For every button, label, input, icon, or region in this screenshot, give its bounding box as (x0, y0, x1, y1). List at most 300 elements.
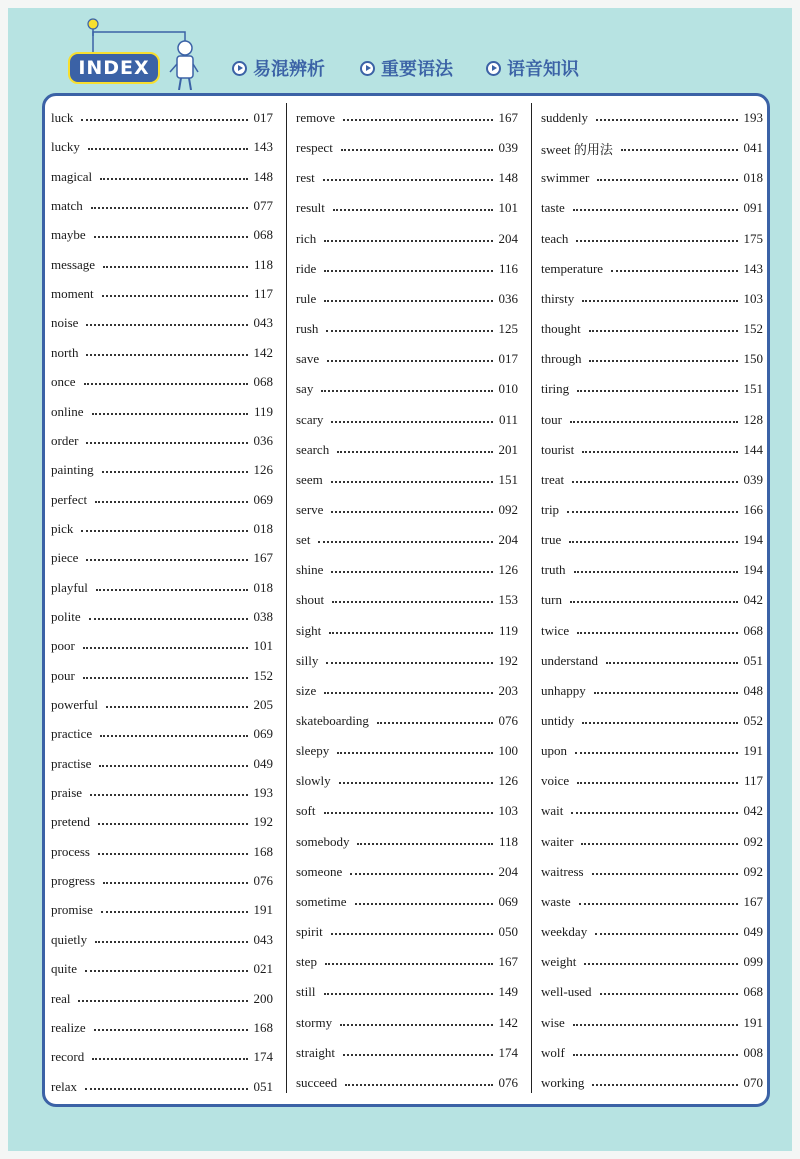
entry-word: seem (296, 471, 323, 487)
index-entry[interactable] (541, 495, 763, 525)
index-entry[interactable] (51, 895, 273, 925)
index-entry[interactable] (541, 887, 763, 917)
leader-dots (589, 360, 737, 362)
entry-word: sleepy (296, 743, 330, 759)
index-entry[interactable] (541, 344, 763, 374)
index-entry[interactable] (296, 163, 518, 193)
index-entry[interactable] (296, 796, 518, 826)
leader-dots (355, 903, 493, 905)
entry-word: someone (296, 863, 343, 879)
entry-word: temperature (541, 260, 604, 276)
entry-word: rule (296, 290, 317, 306)
index-entry[interactable] (296, 133, 518, 163)
leader-dots (91, 207, 248, 209)
entry-page-number: 167 (743, 893, 763, 909)
entry-page-number: 076 (498, 713, 518, 728)
entry-page-number: 068 (743, 984, 763, 1000)
leader-dots (100, 178, 247, 180)
entry-page-number: 204 (498, 230, 518, 246)
index-entry[interactable] (51, 984, 273, 1014)
entry-word: size (296, 682, 317, 698)
leader-dots (570, 601, 738, 603)
index-entry[interactable] (51, 719, 273, 749)
index-entry[interactable] (296, 646, 518, 676)
tab-label: 语音知识 (507, 59, 579, 80)
entry-page-number: 148 (253, 168, 273, 184)
leader-dots (331, 571, 492, 573)
entry-word: still (296, 984, 316, 1000)
entry-page-number: 142 (253, 344, 273, 360)
index-entry[interactable] (296, 977, 518, 1007)
index-entry[interactable] (51, 1013, 273, 1043)
leader-dots (325, 963, 493, 965)
leader-dots (78, 1000, 247, 1002)
leader-dots (337, 451, 492, 453)
entry-page-number: 103 (743, 290, 763, 306)
leader-dots (567, 511, 737, 513)
entry-page-number: 152 (253, 667, 273, 683)
entry-word: rich (296, 230, 317, 246)
leader-dots (102, 471, 248, 473)
index-entry[interactable] (541, 163, 763, 193)
index-entry[interactable] (51, 485, 273, 515)
entry-page-number: 204 (498, 863, 518, 879)
entry-word: step (296, 954, 317, 970)
index-entry[interactable] (51, 778, 273, 808)
index-entry[interactable] (541, 1038, 763, 1068)
index-entry[interactable] (51, 514, 273, 544)
column-divider (286, 103, 287, 1093)
entry-page-number: 092 (743, 863, 763, 879)
entry-page-number: 076 (253, 873, 273, 889)
entry-word: swimmer (541, 170, 590, 186)
leader-dots (98, 853, 248, 855)
leader-dots (350, 873, 492, 875)
entry-word: painting (51, 462, 94, 478)
index-entry[interactable] (541, 585, 763, 615)
tab-grammar[interactable] (360, 56, 453, 80)
entry-page-number: 194 (743, 532, 763, 548)
entry-page-number: 011 (498, 411, 518, 427)
entry-word: north (51, 344, 79, 360)
entry-page-number: 103 (498, 803, 518, 819)
leader-dots (589, 330, 738, 332)
index-entry[interactable] (51, 338, 273, 368)
index-entry[interactable] (541, 977, 763, 1007)
index-entry[interactable] (51, 690, 273, 720)
entry-page-number: 143 (743, 260, 763, 276)
entry-page-number: 068 (253, 374, 273, 390)
entry-page-number: 039 (743, 471, 763, 487)
index-entry[interactable] (541, 254, 763, 284)
index-entry[interactable] (296, 857, 518, 887)
leader-dots (574, 571, 738, 573)
entry-page-number: 193 (253, 785, 273, 801)
entry-page-number: 117 (743, 773, 763, 789)
leader-dots (594, 692, 738, 694)
index-entry[interactable] (541, 766, 763, 796)
entry-word: straight (296, 1044, 335, 1060)
entry-page-number: 166 (743, 501, 763, 517)
leader-dots (89, 618, 248, 620)
leader-dots (84, 383, 248, 385)
index-entry[interactable] (296, 555, 518, 585)
index-entry[interactable] (51, 837, 273, 867)
entry-word: slowly (296, 773, 331, 789)
entry-page-number: 191 (743, 1014, 763, 1030)
index-entry[interactable] (296, 1008, 518, 1038)
entry-page-number: 143 (253, 139, 273, 155)
leader-dots (611, 270, 737, 272)
index-entry[interactable] (296, 254, 518, 284)
entry-word: teach (541, 230, 569, 246)
index-entry[interactable] (51, 543, 273, 573)
entry-page-number: 174 (498, 1044, 518, 1060)
index-entry[interactable] (541, 193, 763, 223)
entry-word: promise (51, 902, 93, 918)
tab-confusable-words[interactable] (232, 56, 325, 80)
leader-dots (324, 692, 492, 694)
entry-page-number: 101 (498, 200, 518, 216)
entry-page-number: 051 (743, 652, 763, 668)
play-icon (232, 61, 247, 76)
leader-dots (600, 993, 738, 995)
index-entry[interactable] (51, 162, 273, 192)
entry-word: weekday (541, 924, 588, 940)
index-entry[interactable] (296, 616, 518, 646)
leader-dots (573, 209, 738, 211)
index-entry[interactable] (51, 602, 273, 632)
index-entry[interactable] (51, 954, 273, 984)
entry-page-number: 018 (743, 170, 763, 186)
entry-word: record (51, 1049, 85, 1065)
entry-word: silly (296, 652, 319, 668)
index-entry[interactable] (296, 465, 518, 495)
entry-word: once (51, 374, 76, 390)
entry-word: praise (51, 785, 83, 801)
leader-dots (94, 1029, 248, 1031)
entry-page-number: 193 (743, 110, 763, 125)
leader-dots (98, 823, 248, 825)
entry-word: sweet 的用法 (541, 141, 613, 157)
index-entry[interactable] (51, 279, 273, 309)
entry-word: tiring (541, 381, 570, 397)
leader-dots (575, 752, 738, 754)
leader-dots (86, 442, 247, 444)
entry-word: skateboarding (296, 713, 369, 728)
index-entry[interactable] (296, 736, 518, 766)
entry-word: remove (296, 110, 335, 125)
leader-dots (95, 941, 247, 943)
leader-dots (584, 963, 737, 965)
index-entry[interactable] (296, 706, 518, 736)
leader-dots (581, 843, 737, 845)
leader-dots (377, 722, 493, 724)
index-entry[interactable] (541, 555, 763, 585)
entry-word: thought (541, 321, 581, 337)
entry-word: trip (541, 501, 560, 517)
index-entry[interactable] (541, 1068, 763, 1098)
entry-word: suddenly (541, 110, 588, 125)
index-entry[interactable] (51, 103, 273, 133)
leader-dots (576, 240, 737, 242)
leader-dots (572, 481, 737, 483)
header (0, 0, 800, 100)
entry-page-number: 070 (743, 1074, 763, 1090)
entry-word: order (51, 432, 79, 448)
index-entry[interactable] (51, 661, 273, 691)
entry-page-number: 042 (743, 592, 763, 608)
entry-word: stormy (296, 1014, 333, 1030)
index-entry[interactable] (541, 947, 763, 977)
entry-page-number: 168 (253, 1019, 273, 1035)
index-entry[interactable] (296, 314, 518, 344)
index-entry[interactable] (541, 284, 763, 314)
entry-page-number: 153 (498, 592, 518, 608)
leader-dots (343, 119, 493, 121)
index-entry[interactable] (541, 917, 763, 947)
index-entry[interactable] (51, 866, 273, 896)
entry-page-number: 148 (498, 170, 518, 186)
index-entry[interactable] (296, 887, 518, 917)
index-entry[interactable] (541, 736, 763, 766)
entry-word: save (296, 351, 320, 367)
entry-page-number: 203 (498, 682, 518, 698)
entry-page-number: 151 (743, 381, 763, 397)
index-entry[interactable] (541, 224, 763, 254)
entry-word: taste (541, 200, 565, 216)
index-entry[interactable] (51, 631, 273, 661)
index-entry[interactable] (541, 374, 763, 404)
leader-dots (324, 240, 492, 242)
entry-word: upon (541, 743, 567, 759)
index-entry[interactable] (296, 1038, 518, 1068)
entry-word: shout (296, 592, 325, 608)
entry-page-number: 142 (498, 1014, 518, 1030)
index-entry[interactable] (296, 676, 518, 706)
entry-page-number: 174 (253, 1049, 273, 1065)
index-entry[interactable] (296, 585, 518, 615)
entry-page-number: 117 (253, 286, 273, 302)
entry-page-number: 010 (498, 381, 518, 397)
index-entry[interactable] (296, 525, 518, 555)
index-entry[interactable] (541, 827, 763, 857)
leader-dots (324, 300, 492, 302)
leader-dots (324, 993, 493, 995)
entry-page-number: 151 (498, 471, 518, 487)
index-entry[interactable] (296, 193, 518, 223)
leader-dots (90, 794, 247, 796)
entry-word: succeed (296, 1074, 338, 1090)
entry-page-number: 116 (498, 260, 518, 276)
entry-page-number: 118 (253, 256, 273, 272)
index-entry[interactable] (51, 397, 273, 427)
entry-page-number: 018 (253, 520, 273, 536)
index-entry[interactable] (296, 435, 518, 465)
leader-dots (83, 677, 248, 679)
index-entry[interactable] (296, 947, 518, 977)
index-entry[interactable] (296, 917, 518, 947)
index-entry[interactable] (296, 103, 518, 133)
entry-word: process (51, 843, 90, 859)
index-entry[interactable] (51, 749, 273, 779)
entry-page-number: 049 (253, 755, 273, 771)
leader-dots (596, 119, 738, 121)
leader-dots (592, 1084, 737, 1086)
entry-word: tour (541, 411, 562, 427)
entry-word: tourist (541, 441, 575, 457)
index-entry[interactable] (51, 1072, 273, 1102)
index-entry[interactable] (541, 133, 763, 163)
entry-word: understand (541, 652, 599, 668)
entry-word: respect (296, 140, 333, 156)
leader-dots (321, 390, 492, 392)
entry-word: rest (296, 170, 315, 186)
entry-word: lucky (51, 139, 80, 155)
entry-page-number: 101 (253, 638, 273, 654)
leader-dots (341, 149, 493, 151)
index-entry[interactable] (541, 103, 763, 133)
index-entry[interactable] (296, 405, 518, 435)
index-entry[interactable] (541, 676, 763, 706)
index-entry[interactable] (51, 573, 273, 603)
entry-word: quite (51, 961, 77, 977)
leader-dots (571, 812, 737, 814)
entry-page-number: 092 (498, 501, 518, 517)
entry-word: turn (541, 592, 562, 608)
leader-dots (329, 632, 493, 634)
entry-word: practice (51, 726, 93, 742)
leader-dots (99, 765, 247, 767)
tab-phonetics[interactable] (486, 56, 579, 80)
entry-word: say (296, 381, 314, 397)
index-entry[interactable] (541, 525, 763, 555)
index-entry[interactable] (51, 191, 273, 221)
leader-dots (94, 236, 248, 238)
leader-dots (345, 1084, 492, 1086)
index-entry[interactable] (51, 132, 273, 162)
entry-page-number: 205 (253, 697, 273, 712)
index-entry[interactable] (51, 220, 273, 250)
leader-dots (597, 179, 737, 181)
play-icon (360, 61, 375, 76)
entry-page-number: 042 (743, 803, 763, 819)
entry-page-number: 118 (498, 833, 518, 849)
index-entry[interactable] (296, 374, 518, 404)
leader-dots (88, 148, 248, 150)
index-entry[interactable] (296, 766, 518, 796)
entry-word: playful (51, 579, 88, 595)
entry-page-number: 038 (253, 608, 273, 624)
index-entry[interactable] (296, 495, 518, 525)
index-entry[interactable] (51, 367, 273, 397)
leader-dots (86, 324, 247, 326)
entry-word: wolf (541, 1044, 565, 1060)
entry-word: pretend (51, 814, 90, 830)
index-entry[interactable] (541, 405, 763, 435)
index-entry[interactable] (51, 455, 273, 485)
index-entry[interactable] (296, 344, 518, 374)
index-entry[interactable] (51, 1042, 273, 1072)
index-entry[interactable] (541, 314, 763, 344)
index-entry[interactable] (296, 284, 518, 314)
leader-dots (340, 1024, 492, 1026)
entry-page-number: 076 (498, 1074, 518, 1090)
tab-label: 易混辨析 (253, 59, 325, 80)
leader-dots (606, 662, 737, 664)
leader-dots (577, 390, 737, 392)
entry-page-number: 091 (743, 200, 763, 216)
entry-word: treat (541, 471, 565, 487)
leader-dots (332, 601, 492, 603)
index-entry[interactable] (296, 224, 518, 254)
entry-word: practise (51, 755, 92, 771)
entry-page-number: 051 (253, 1078, 273, 1094)
index-entry[interactable] (541, 646, 763, 676)
entry-page-number: 204 (498, 532, 518, 548)
entry-word: well-used (541, 984, 592, 1000)
index-entry[interactable] (541, 706, 763, 736)
index-entry[interactable] (541, 857, 763, 887)
entry-word: waiter (541, 833, 574, 849)
entry-word: realize (51, 1019, 86, 1035)
entry-word: truth (541, 562, 566, 578)
index-entry[interactable] (51, 925, 273, 955)
index-entry[interactable] (541, 435, 763, 465)
leader-dots (579, 903, 738, 905)
entry-page-number: 050 (498, 924, 518, 940)
entry-word: set (296, 532, 311, 548)
index-entry[interactable] (541, 796, 763, 826)
index-entry[interactable] (296, 827, 518, 857)
entry-page-number: 167 (498, 954, 518, 970)
index-entry[interactable] (541, 1008, 763, 1038)
index-entry[interactable] (51, 250, 273, 280)
entry-word: soft (296, 803, 316, 819)
leader-dots (331, 481, 493, 483)
entry-page-number: 048 (743, 682, 763, 698)
entry-page-number: 119 (498, 622, 518, 638)
leader-dots (582, 300, 737, 302)
leader-dots (331, 511, 492, 513)
leader-dots (621, 149, 738, 151)
leader-dots (573, 1024, 738, 1026)
entry-word: search (296, 441, 330, 457)
index-entry[interactable] (541, 616, 763, 646)
entry-word: true (541, 532, 562, 548)
entry-page-number: 068 (253, 227, 273, 243)
entry-page-number: 036 (498, 290, 518, 306)
index-entry[interactable] (51, 426, 273, 456)
entry-page-number: 144 (743, 441, 763, 457)
entry-page-number: 017 (498, 351, 518, 367)
entry-page-number: 152 (743, 321, 763, 337)
entry-word: working (541, 1074, 585, 1090)
index-entry[interactable] (296, 1068, 518, 1098)
entry-page-number: 167 (253, 550, 273, 566)
index-entry[interactable] (541, 465, 763, 495)
entry-word: perfect (51, 491, 88, 507)
index-entry[interactable] (51, 807, 273, 837)
entry-word: scary (296, 411, 324, 427)
entry-word: luck (51, 110, 74, 125)
entry-word: wait (541, 803, 564, 819)
index-entry[interactable] (51, 308, 273, 338)
leader-dots (103, 266, 248, 268)
leader-dots (343, 1054, 493, 1056)
leader-dots (592, 873, 738, 875)
leader-dots (582, 722, 737, 724)
